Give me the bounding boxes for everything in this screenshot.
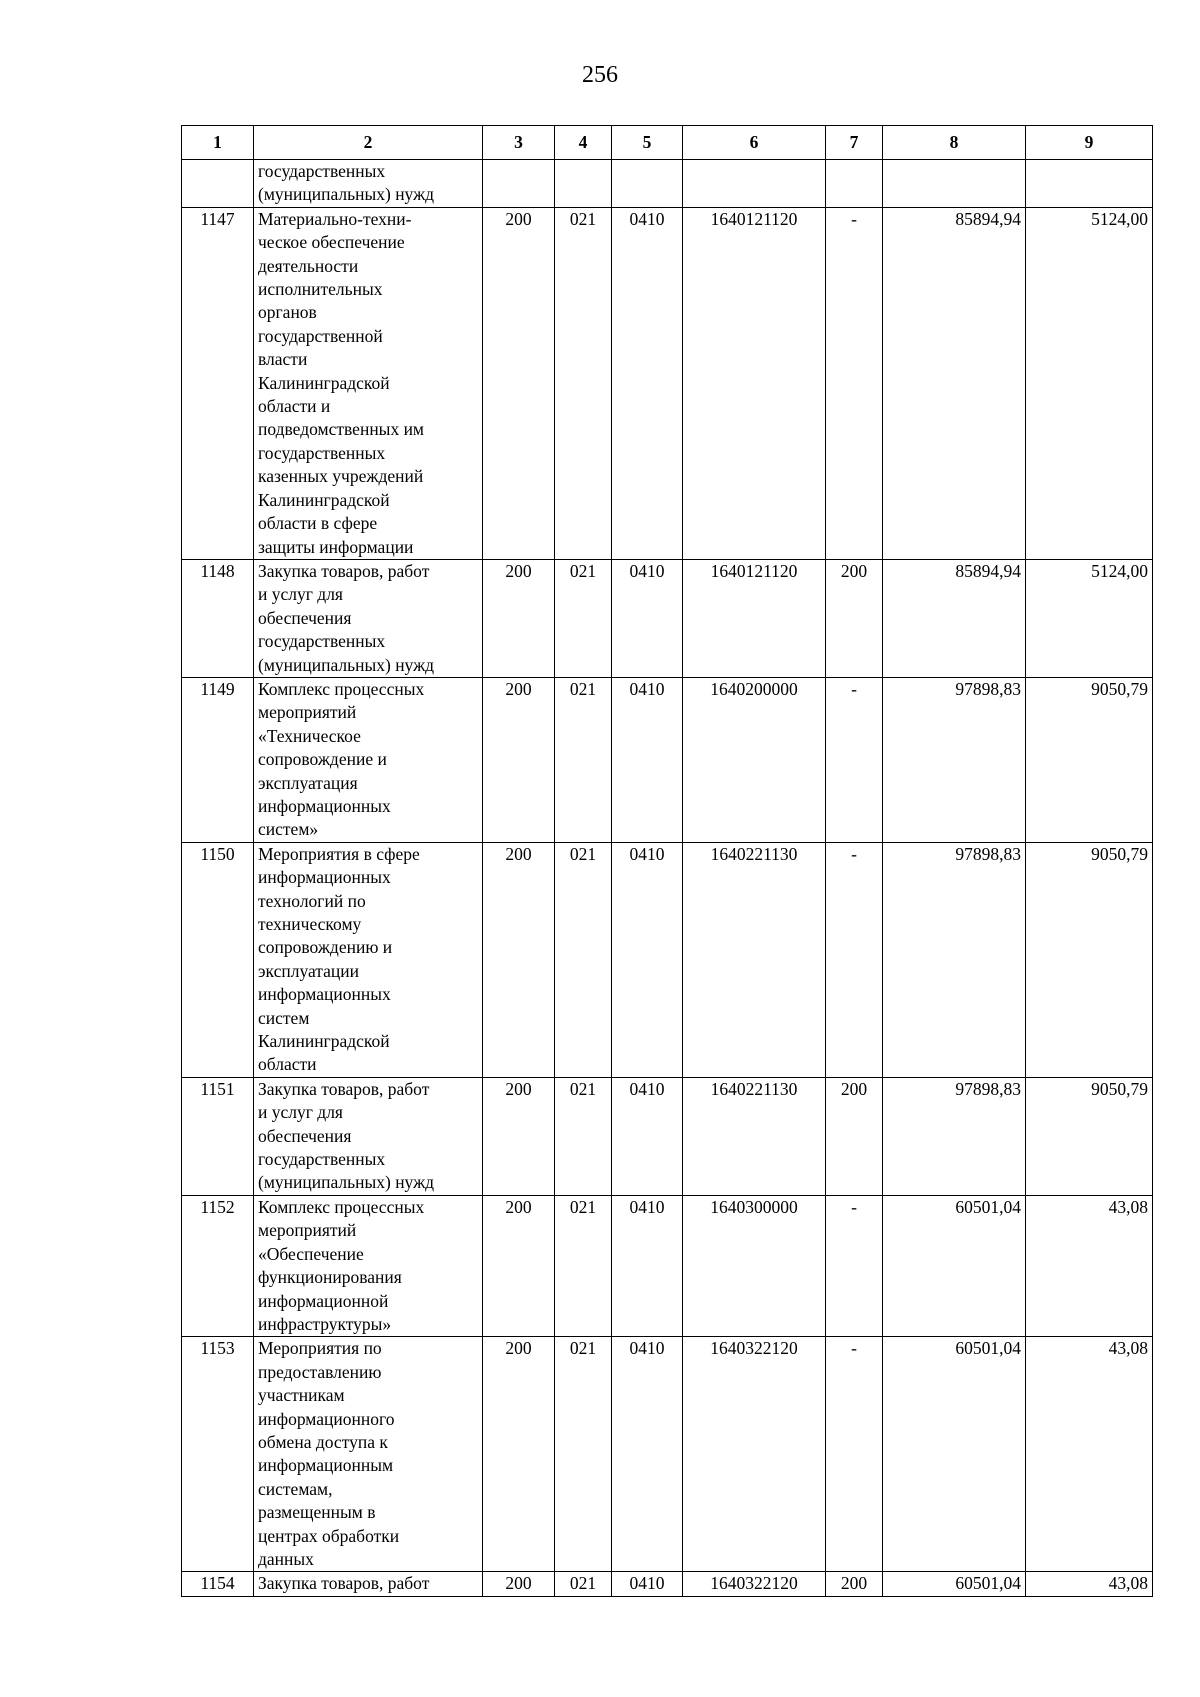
amount-cell: 43,08 [1026,1195,1153,1336]
table-row [182,559,1153,677]
description-line: обмена доступа к [258,1431,388,1452]
description-line: центрах обработки [258,1525,400,1546]
amount-cell: 85894,94 [883,207,1026,559]
description-line: Мероприятия в сфере [258,843,420,864]
description-line: Комплекс процессных [258,1196,425,1217]
description-line: размещенным в [258,1502,376,1523]
header-cell: 5 [612,126,683,160]
description-cell [254,1195,483,1336]
description-line: области и [258,396,331,417]
row-number-cell: 1150 [182,842,254,1077]
description-line: сопровождение и [258,749,387,770]
description-line: информационных [258,867,391,888]
header-cell: 8 [883,126,1026,160]
amount-cell: 60501,04 [883,1337,1026,1572]
expense-type-cell: - [826,207,883,559]
description-line: Мероприятия по [258,1338,382,1359]
description-line: защиты информации [258,536,414,557]
target-article-cell: 1640121120 [683,207,826,559]
code-cell: 200 [483,1337,555,1572]
expense-type-cell: 200 [826,1077,883,1195]
row-number-cell [182,160,254,208]
amount-cell: 97898,83 [883,842,1026,1077]
description-line: информационного [258,1408,395,1429]
description-cell [254,1077,483,1195]
code-cell [483,160,555,208]
description-line: мероприятий [258,1220,357,1241]
target-article-cell [683,160,826,208]
header-cell: 1 [182,126,254,160]
description-line: Калининградской [258,1031,390,1052]
description-cell [254,559,483,677]
code-cell: 200 [483,677,555,842]
code-cell: 0410 [612,1195,683,1336]
description-line: данных [258,1548,314,1569]
description-line: Материально-техни- [258,208,412,229]
expense-type-cell: - [826,842,883,1077]
target-article-cell: 1640200000 [683,677,826,842]
table-row [182,1195,1153,1336]
row-number-cell: 1154 [182,1572,254,1596]
description-line: области в сфере [258,513,378,534]
table-row [182,677,1153,842]
expense-type-cell: - [826,1195,883,1336]
description-line: обеспечения [258,1125,352,1146]
table-row [182,160,1153,208]
description-line: ческое обеспечение [258,232,405,253]
code-cell: 0410 [612,842,683,1077]
amount-cell: 97898,83 [883,677,1026,842]
description-line: исполнительных [258,279,383,300]
amount-cell: 97898,83 [883,1077,1026,1195]
header-cell: 6 [683,126,826,160]
description-line: сопровождению и [258,937,393,958]
header-cell: 9 [1026,126,1153,160]
code-cell [555,160,612,208]
description-line: государственных [258,442,386,463]
description-line: предоставлению [258,1361,382,1382]
description-line: деятельности [258,255,359,276]
code-cell: 200 [483,1195,555,1336]
description-line: (муниципальных) нужд [258,1172,435,1193]
description-line: органов [258,302,317,323]
description-line: казенных учреждений [258,466,424,487]
description-line: (муниципальных) нужд [258,654,435,675]
description-line: области [258,1054,317,1075]
amount-cell: 5124,00 [1026,559,1153,677]
table-body [182,160,1153,1597]
description-line: Закупка товаров, работ [258,560,430,581]
code-cell: 021 [555,1195,612,1336]
description-cell [254,1337,483,1572]
table-row [182,1077,1153,1195]
budget-table [181,125,1153,1597]
description-line: Закупка товаров, работ [258,1573,430,1594]
amount-cell: 9050,79 [1026,842,1153,1077]
description-line: обеспечения [258,607,352,628]
amount-cell: 85894,94 [883,559,1026,677]
amount-cell [1026,160,1153,208]
description-line: власти [258,349,308,370]
description-line: информационных [258,984,391,1005]
expense-type-cell [826,160,883,208]
code-cell: 0410 [612,677,683,842]
description-line: государственных [258,631,386,652]
code-cell: 021 [555,1337,612,1572]
target-article-cell: 1640221130 [683,1077,826,1195]
description-line: эксплуатации [258,960,360,981]
amount-cell [883,160,1026,208]
expense-type-cell: 200 [826,1572,883,1596]
expense-type-cell: - [826,1337,883,1572]
amount-cell: 60501,04 [883,1572,1026,1596]
description-cell [254,1572,483,1596]
description-line: (муниципальных) нужд [258,184,435,205]
code-cell: 021 [555,1572,612,1596]
code-cell: 200 [483,207,555,559]
amount-cell: 9050,79 [1026,677,1153,842]
row-number-cell: 1152 [182,1195,254,1336]
code-cell: 0410 [612,1077,683,1195]
row-number-cell: 1153 [182,1337,254,1572]
row-number-cell: 1147 [182,207,254,559]
description-line: государственных [258,161,386,181]
description-line: Закупка товаров, работ [258,1078,430,1099]
table-row [182,1572,1153,1596]
row-number-cell: 1148 [182,559,254,677]
description-line: государственных [258,1149,386,1170]
description-line: участникам [258,1385,345,1406]
description-line: информационных [258,795,391,816]
code-cell: 200 [483,1077,555,1195]
header-cell: 2 [254,126,483,160]
target-article-cell: 1640221130 [683,842,826,1077]
code-cell: 0410 [612,1572,683,1596]
description-line: и услуг для [258,584,343,605]
table-row [182,1337,1153,1572]
description-line: системам, [258,1478,333,1499]
page-number: 256 [582,62,618,88]
code-cell: 0410 [612,1337,683,1572]
header-cell: 3 [483,126,555,160]
description-cell [254,677,483,842]
code-cell: 021 [555,677,612,842]
code-cell: 200 [483,1572,555,1596]
code-cell: 200 [483,559,555,677]
table-row [182,842,1153,1077]
description-line: инфраструктуры» [258,1313,392,1334]
header-cell: 4 [555,126,612,160]
description-line: мероприятий [258,702,357,723]
description-line: «Обеспечение [258,1243,364,1264]
expense-type-cell: - [826,677,883,842]
table-row [182,207,1153,559]
description-line: систем [258,1007,310,1028]
target-article-cell: 1640322120 [683,1337,826,1572]
code-cell: 0410 [612,207,683,559]
code-cell: 021 [555,842,612,1077]
description-cell [254,160,483,208]
description-line: эксплуатация [258,772,358,793]
description-cell [254,207,483,559]
description-line: и услуг для [258,1102,343,1123]
table-header-row [182,126,1153,160]
expense-type-cell: 200 [826,559,883,677]
description-line: подведомственных им [258,419,425,440]
description-line: техническому [258,914,362,934]
description-line: информационной [258,1290,389,1311]
description-line: Калининградской [258,489,390,510]
row-number-cell: 1149 [182,677,254,842]
header-cell: 7 [826,126,883,160]
code-cell [612,160,683,208]
row-number-cell: 1151 [182,1077,254,1195]
amount-cell: 43,08 [1026,1337,1153,1572]
description-cell [254,842,483,1077]
code-cell: 021 [555,207,612,559]
code-cell: 021 [555,1077,612,1195]
amount-cell: 9050,79 [1026,1077,1153,1195]
description-line: информационным [258,1455,394,1476]
description-line: функционирования [258,1267,402,1288]
target-article-cell: 1640121120 [683,559,826,677]
amount-cell: 5124,00 [1026,207,1153,559]
code-cell: 021 [555,559,612,677]
target-article-cell: 1640322120 [683,1572,826,1596]
amount-cell: 43,08 [1026,1572,1153,1596]
amount-cell: 60501,04 [883,1195,1026,1336]
code-cell: 200 [483,842,555,1077]
description-line: систем» [258,819,319,840]
description-line: государственной [258,325,383,346]
code-cell: 0410 [612,559,683,677]
description-line: Калининградской [258,372,390,393]
description-line: технологий по [258,890,366,911]
description-line: Комплекс процессных [258,678,425,699]
target-article-cell: 1640300000 [683,1195,826,1336]
description-line: «Техническое [258,725,361,746]
